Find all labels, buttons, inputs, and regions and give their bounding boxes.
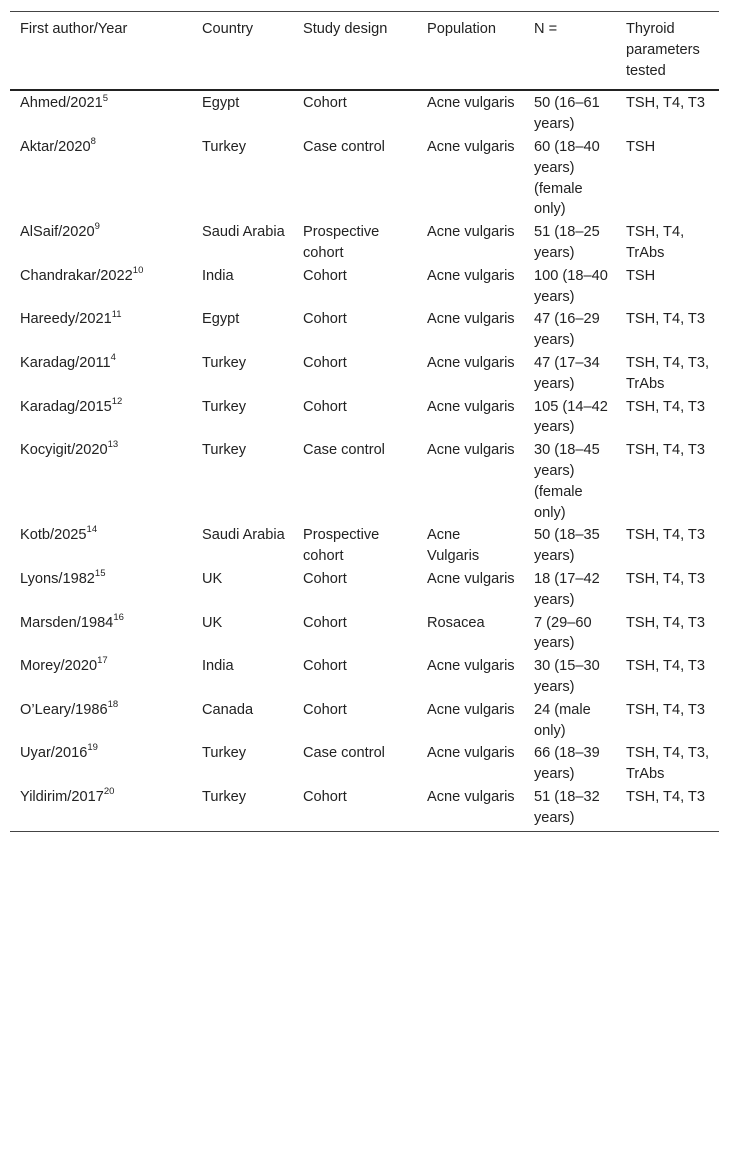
table-row (10, 90, 719, 135)
cell-author (10, 785, 192, 832)
cell-params: TSH, T4, T3 (626, 658, 705, 675)
cell-design: Cohort (303, 658, 347, 675)
reference-number: 5 (102, 92, 109, 104)
table-row (10, 611, 719, 655)
cell-country: India (202, 267, 234, 284)
header-author: First author/Year (20, 21, 128, 37)
cell-country: Egypt (202, 95, 240, 112)
author-text: Kotb/2025 (20, 527, 87, 544)
reference-number: 12 (111, 395, 123, 407)
reference-number: 17 (97, 655, 108, 667)
cell-author (10, 395, 192, 439)
cell-country: India (202, 658, 234, 675)
author-text: Marsden/1984 (20, 614, 114, 631)
cell-params: TSH (626, 138, 656, 155)
cell-params: TSH, T4, T3 (626, 95, 705, 112)
reference-number: 4 (110, 352, 116, 364)
reference-number: 18 (107, 698, 119, 710)
header-design: Study design (303, 21, 388, 37)
cell-design: Case control (303, 745, 385, 762)
cell-n: 50 (18–35 years) (534, 527, 600, 565)
cell-n: 47 (16–29 years) (534, 311, 600, 349)
cell-country: Turkey (202, 138, 247, 155)
cell-author (10, 307, 192, 351)
cell-country: Saudi Arabia (202, 527, 285, 544)
author-text: Karadag/2015 (20, 398, 112, 415)
author-text: Kocyigit/2020 (20, 442, 108, 459)
cell-author (10, 741, 192, 785)
cell-design: Cohort (303, 570, 347, 587)
cell-params: TSH, T4, T3 (626, 788, 705, 805)
table-row (10, 135, 719, 220)
cell-author (10, 264, 192, 308)
cell-population: Acne vulgaris (427, 442, 515, 459)
table-row (10, 264, 719, 308)
cell-n: 30 (18–45 years) (female only) (534, 442, 600, 521)
cell-params: TSH, T4, T3 (626, 701, 705, 718)
cell-n: 24 (male only) (534, 701, 591, 739)
cell-n: 51 (18–25 years) (534, 224, 600, 261)
reference-number: 10 (132, 264, 144, 276)
reference-number: 19 (87, 742, 98, 754)
cell-design: Case control (303, 442, 385, 459)
header-population: Population (427, 21, 496, 37)
table-row (10, 698, 719, 742)
author-text: Yildirim/2017 (20, 788, 104, 805)
cell-design: Prospective cohort (303, 527, 380, 565)
cell-params: TSH, T4, T3 (626, 570, 705, 587)
table-row (10, 351, 719, 395)
cell-population: Acne vulgaris (427, 398, 515, 415)
reference-number: 9 (94, 221, 100, 233)
cell-params: TSH, T4, T3 (626, 398, 705, 415)
cell-design: Case control (303, 138, 385, 155)
cell-country: Turkey (202, 788, 247, 805)
cell-country: UK (202, 614, 223, 631)
cell-population: Acne vulgaris (427, 570, 515, 587)
cell-n: 50 (16–61 years) (534, 95, 600, 133)
author-text: Morey/2020 (20, 658, 98, 675)
cell-params: TSH, T4, T3 (626, 442, 705, 459)
header-params: Thyroid parameters tested (626, 21, 700, 79)
cell-n: 105 (14–42 years) (534, 398, 608, 436)
cell-n: 30 (15–30 years) (534, 658, 600, 695)
table-row (10, 654, 719, 698)
studies-table (10, 11, 719, 832)
table-row (10, 741, 719, 785)
cell-population: Acne Vulgaris (427, 527, 480, 565)
cell-n: 7 (29–60 years) (534, 614, 592, 652)
reference-number: 16 (113, 611, 124, 623)
cell-population: Acne vulgaris (427, 745, 515, 762)
cell-author (10, 90, 192, 135)
cell-design: Cohort (303, 614, 347, 631)
cell-author (10, 351, 192, 395)
cell-params: TSH, T4, T3 (626, 311, 705, 328)
cell-population: Acne vulgaris (427, 224, 515, 241)
cell-author (10, 654, 192, 698)
cell-country: Canada (202, 701, 254, 718)
reference-number: 13 (107, 439, 119, 451)
cell-design: Cohort (303, 701, 347, 718)
table-row (10, 567, 719, 611)
cell-country: Turkey (202, 354, 247, 371)
cell-population: Acne vulgaris (427, 311, 515, 328)
cell-population: Acne vulgaris (427, 788, 515, 805)
cell-author (10, 611, 192, 655)
cell-design: Cohort (303, 788, 347, 805)
reference-number: 8 (90, 136, 96, 148)
cell-design: Prospective cohort (303, 224, 380, 261)
cell-author (10, 220, 192, 264)
cell-design: Cohort (303, 267, 347, 284)
cell-params: TSH, T4, T3, TrAbs (626, 354, 709, 392)
cell-country: Turkey (202, 745, 247, 762)
cell-params: TSH, T4, T3 (626, 527, 705, 544)
cell-n: 47 (17–34 years) (534, 354, 600, 392)
table-row (10, 307, 719, 351)
cell-author (10, 135, 192, 220)
reference-number: 11 (111, 308, 122, 320)
reference-number: 20 (103, 786, 115, 798)
author-text: Karadag/2011 (20, 354, 111, 371)
author-text: Hareedy/2021 (20, 311, 112, 328)
cell-population: Acne vulgaris (427, 267, 515, 284)
table-row (10, 785, 719, 832)
cell-country: UK (202, 570, 223, 587)
cell-country: Turkey (202, 442, 247, 459)
author-text: Uyar/2016 (20, 745, 88, 762)
author-text: O’Leary/1986 (20, 701, 108, 718)
header-country: Country (202, 21, 254, 37)
header-row (10, 12, 719, 91)
cell-population: Acne vulgaris (427, 95, 515, 112)
cell-params: TSH, T4, T3 (626, 614, 705, 631)
cell-n: 51 (18–32 years) (534, 788, 600, 826)
cell-country: Saudi Arabia (202, 224, 285, 241)
cell-population: Acne vulgaris (427, 658, 515, 675)
reference-number: 14 (86, 524, 98, 536)
cell-params: TSH, T4, T3, TrAbs (626, 745, 709, 783)
table-row (10, 395, 719, 439)
cell-population: Acne vulgaris (427, 354, 515, 371)
cell-population: Acne vulgaris (427, 138, 515, 155)
cell-country: Turkey (202, 398, 247, 415)
table-row (10, 220, 719, 264)
cell-n: 18 (17–42 years) (534, 570, 600, 608)
table-row (10, 523, 719, 567)
cell-population: Rosacea (427, 614, 485, 631)
author-text: Lyons/1982 (20, 570, 95, 587)
reference-number: 15 (94, 568, 106, 580)
cell-population: Acne vulgaris (427, 701, 515, 718)
cell-params: TSH, T4, TrAbs (626, 224, 685, 261)
author-text: Aktar/2020 (20, 138, 91, 155)
author-text: Chandrakar/2022 (20, 267, 133, 284)
cell-n: 66 (18–39 years) (534, 745, 600, 783)
cell-country: Egypt (202, 311, 240, 328)
cell-design: Cohort (303, 311, 347, 328)
cell-n: 60 (18–40 years) (female only) (534, 138, 600, 218)
cell-author (10, 523, 192, 567)
cell-design: Cohort (303, 354, 347, 371)
cell-author (10, 567, 192, 611)
cell-design: Cohort (303, 95, 347, 112)
cell-design: Cohort (303, 398, 347, 415)
table-row (10, 438, 719, 523)
cell-params: TSH (626, 267, 656, 284)
author-text: AlSaif/2020 (20, 224, 95, 241)
cell-author (10, 438, 192, 523)
author-text: Ahmed/2021 (20, 95, 103, 112)
cell-author (10, 698, 192, 742)
cell-n: 100 (18–40 years) (534, 267, 608, 305)
table-body (10, 90, 719, 832)
table-header (10, 12, 719, 91)
header-n: N = (534, 21, 558, 37)
